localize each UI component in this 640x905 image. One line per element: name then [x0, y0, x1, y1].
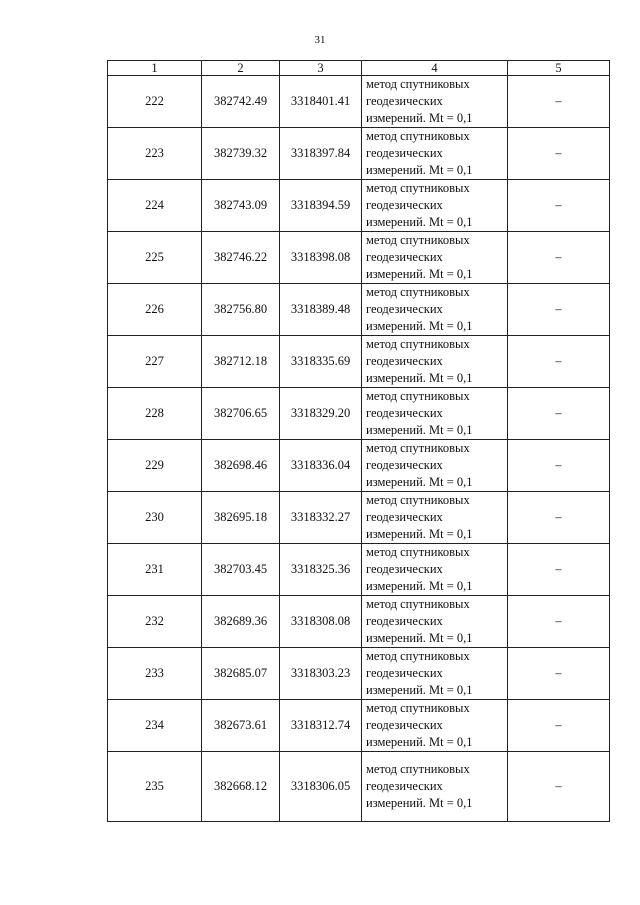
- x-coordinate-cell: 382703.45: [202, 544, 280, 596]
- table-body: [108, 61, 610, 822]
- method-cell: [362, 388, 508, 440]
- point-number-cell: 224: [108, 180, 202, 232]
- point-number-cell: 223: [108, 128, 202, 180]
- point-number-cell: 227: [108, 336, 202, 388]
- note-cell: –: [508, 440, 610, 492]
- note-cell: –: [508, 648, 610, 700]
- y-coordinate-cell: 3318332.27: [280, 492, 362, 544]
- note-cell: –: [508, 544, 610, 596]
- point-number-cell: 229: [108, 440, 202, 492]
- note-cell: –: [508, 284, 610, 336]
- method-text-line: измерений. Mt = 0,1: [366, 683, 473, 697]
- method-text-line: геодезических: [366, 510, 443, 524]
- method-text-line: измерений. Mt = 0,1: [366, 267, 473, 281]
- x-coordinate-cell: 382743.09: [202, 180, 280, 232]
- note-cell: –: [508, 492, 610, 544]
- note-cell: –: [508, 76, 610, 128]
- page-number: 31: [314, 34, 326, 46]
- y-coordinate-cell: 3318401.41: [280, 76, 362, 128]
- x-coordinate-cell: 382698.46: [202, 440, 280, 492]
- x-coordinate-cell: 382673.61: [202, 700, 280, 752]
- point-number-cell: 228: [108, 388, 202, 440]
- y-coordinate-cell: 3318336.04: [280, 440, 362, 492]
- point-number-cell: 225: [108, 232, 202, 284]
- y-coordinate-cell: 3318312.74: [280, 700, 362, 752]
- note-cell: –: [508, 700, 610, 752]
- method-text-line: измерений. Mt = 0,1: [366, 163, 473, 177]
- method-text-line: геодезических: [366, 198, 443, 212]
- y-coordinate-cell: 3318394.59: [280, 180, 362, 232]
- point-number-cell: 234: [108, 700, 202, 752]
- x-coordinate-cell: 382695.18: [202, 492, 280, 544]
- method-cell: [362, 128, 508, 180]
- column-header: 4: [362, 61, 508, 76]
- note-cell: –: [508, 388, 610, 440]
- method-text-line: измерений. Mt = 0,1: [366, 111, 473, 125]
- note-cell: –: [508, 596, 610, 648]
- method-text-line: геодезических: [366, 250, 443, 264]
- note-cell: –: [508, 232, 610, 284]
- table-row: [108, 440, 610, 492]
- method-text-line: метод спутниковых: [366, 701, 470, 715]
- table-row: [108, 180, 610, 232]
- method-text-line: метод спутниковых: [366, 389, 470, 403]
- method-text-line: геодезических: [366, 146, 443, 160]
- x-coordinate-cell: 382685.07: [202, 648, 280, 700]
- method-text-line: метод спутниковых: [366, 285, 470, 299]
- method-text-line: измерений. Mt = 0,1: [366, 527, 473, 541]
- method-text-line: метод спутниковых: [366, 77, 470, 91]
- method-text-line: измерений. Mt = 0,1: [366, 371, 473, 385]
- x-coordinate-cell: 382746.22: [202, 232, 280, 284]
- x-coordinate-cell: 382689.36: [202, 596, 280, 648]
- y-coordinate-cell: 3318329.20: [280, 388, 362, 440]
- table-row: [108, 544, 610, 596]
- method-cell: [362, 648, 508, 700]
- table-row: [108, 336, 610, 388]
- y-coordinate-cell: 3318335.69: [280, 336, 362, 388]
- method-text-line: геодезических: [366, 562, 443, 576]
- table-row: [108, 648, 610, 700]
- point-number-cell: 222: [108, 76, 202, 128]
- point-number-cell: 232: [108, 596, 202, 648]
- column-header: 2: [202, 61, 280, 76]
- method-text-line: геодезических: [366, 779, 443, 793]
- method-text-line: геодезических: [366, 718, 443, 732]
- method-text-line: метод спутниковых: [366, 649, 470, 663]
- note-cell: –: [508, 180, 610, 232]
- y-coordinate-cell: 3318398.08: [280, 232, 362, 284]
- method-cell: [362, 752, 508, 822]
- method-text-line: измерений. Mt = 0,1: [366, 579, 473, 593]
- table-row: [108, 752, 610, 822]
- method-text-line: метод спутниковых: [366, 233, 470, 247]
- point-number-cell: 233: [108, 648, 202, 700]
- method-text-line: геодезических: [366, 354, 443, 368]
- x-coordinate-cell: 382668.12: [202, 752, 280, 822]
- column-header: 3: [280, 61, 362, 76]
- y-coordinate-cell: 3318389.48: [280, 284, 362, 336]
- coordinates-table: [107, 60, 610, 822]
- method-text-line: метод спутниковых: [366, 337, 470, 351]
- table-row: [108, 76, 610, 128]
- y-coordinate-cell: 3318308.08: [280, 596, 362, 648]
- method-text-line: измерений. Mt = 0,1: [366, 215, 473, 229]
- method-cell: [362, 544, 508, 596]
- method-text-line: метод спутниковых: [366, 545, 470, 559]
- x-coordinate-cell: 382706.65: [202, 388, 280, 440]
- note-cell: –: [508, 336, 610, 388]
- column-header: 1: [108, 61, 202, 76]
- method-cell: [362, 284, 508, 336]
- method-text-line: геодезических: [366, 666, 443, 680]
- method-text-line: измерений. Mt = 0,1: [366, 796, 473, 810]
- method-text-line: метод спутниковых: [366, 129, 470, 143]
- method-cell: [362, 596, 508, 648]
- table-row: [108, 232, 610, 284]
- note-cell: –: [508, 752, 610, 822]
- method-text-line: геодезических: [366, 614, 443, 628]
- method-cell: [362, 336, 508, 388]
- note-cell: –: [508, 128, 610, 180]
- table-row: [108, 596, 610, 648]
- method-cell: [362, 232, 508, 284]
- method-text-line: измерений. Mt = 0,1: [366, 631, 473, 645]
- point-number-cell: 231: [108, 544, 202, 596]
- method-cell: [362, 180, 508, 232]
- method-cell: [362, 76, 508, 128]
- y-coordinate-cell: 3318325.36: [280, 544, 362, 596]
- method-text-line: метод спутниковых: [366, 181, 470, 195]
- point-number-cell: 235: [108, 752, 202, 822]
- table-row: [108, 284, 610, 336]
- y-coordinate-cell: 3318397.84: [280, 128, 362, 180]
- x-coordinate-cell: 382742.49: [202, 76, 280, 128]
- table-row: [108, 128, 610, 180]
- column-header: 5: [508, 61, 610, 76]
- method-cell: [362, 440, 508, 492]
- method-text-line: метод спутниковых: [366, 493, 470, 507]
- method-text-line: измерений. Mt = 0,1: [366, 319, 473, 333]
- method-cell: [362, 492, 508, 544]
- y-coordinate-cell: 3318306.05: [280, 752, 362, 822]
- method-text-line: измерений. Mt = 0,1: [366, 735, 473, 749]
- method-text-line: измерений. Mt = 0,1: [366, 423, 473, 437]
- x-coordinate-cell: 382756.80: [202, 284, 280, 336]
- point-number-cell: 226: [108, 284, 202, 336]
- table-header-row: [108, 61, 610, 76]
- point-number-cell: 230: [108, 492, 202, 544]
- method-text-line: геодезических: [366, 94, 443, 108]
- method-cell: [362, 700, 508, 752]
- method-text-line: метод спутниковых: [366, 597, 470, 611]
- y-coordinate-cell: 3318303.23: [280, 648, 362, 700]
- method-text-line: метод спутниковых: [366, 441, 470, 455]
- method-text-line: геодезических: [366, 458, 443, 472]
- table-row: [108, 388, 610, 440]
- method-text-line: метод спутниковых: [366, 762, 470, 776]
- x-coordinate-cell: 382712.18: [202, 336, 280, 388]
- table-row: [108, 492, 610, 544]
- table-row: [108, 700, 610, 752]
- x-coordinate-cell: 382739.32: [202, 128, 280, 180]
- method-text-line: геодезических: [366, 406, 443, 420]
- method-text-line: геодезических: [366, 302, 443, 316]
- method-text-line: измерений. Mt = 0,1: [366, 475, 473, 489]
